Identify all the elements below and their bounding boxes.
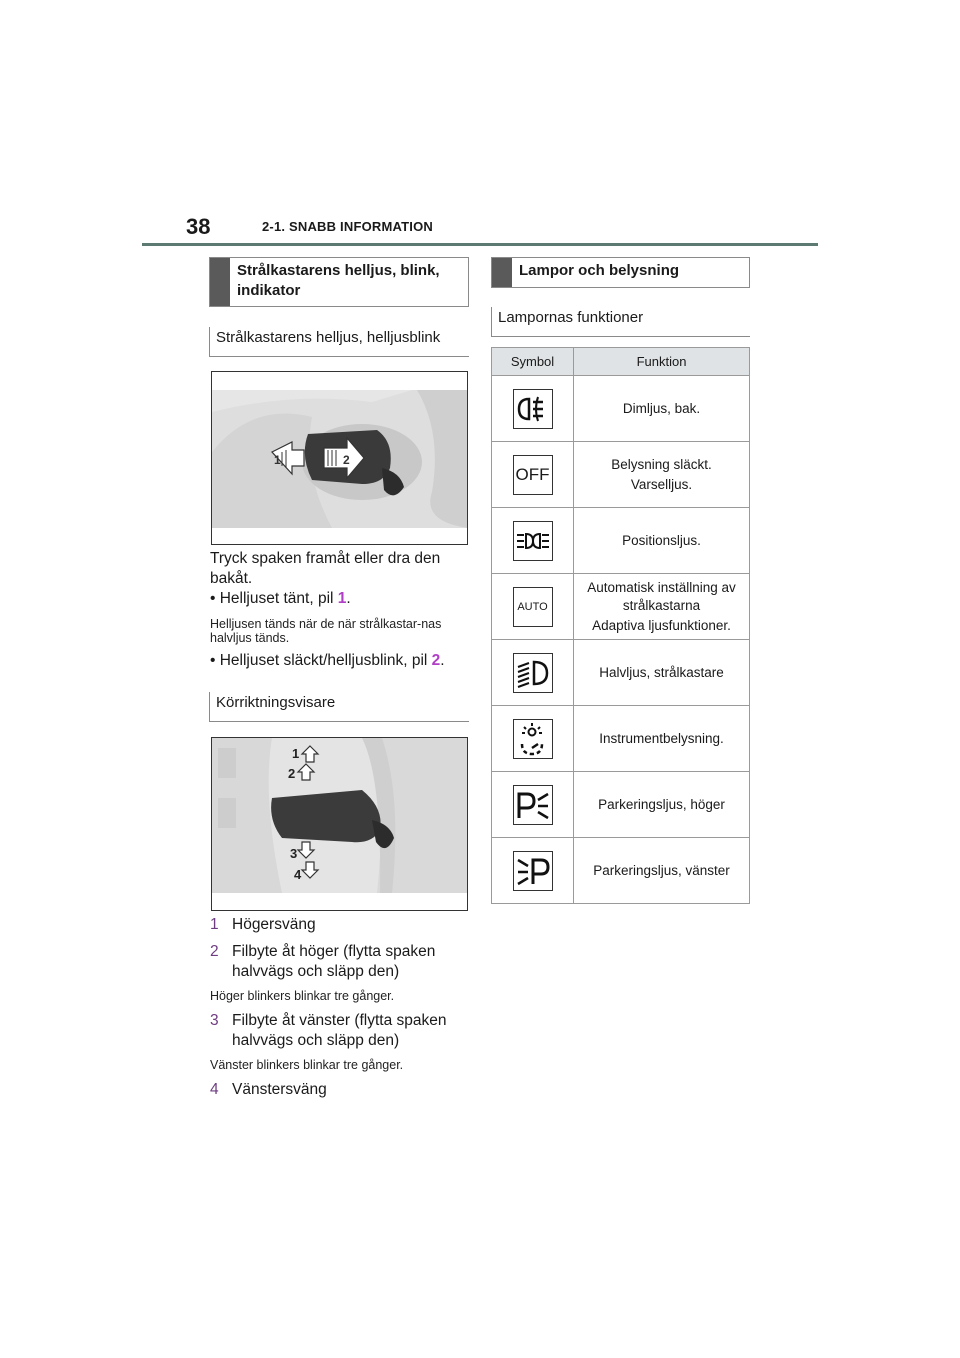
figure-turn-signal-lever [211, 737, 468, 911]
row-2-line-2: Varselljus. [630, 476, 693, 492]
bullet2-suffix: . [440, 652, 445, 669]
bullet1-suffix: . [346, 590, 351, 607]
list-item-1-text: Högersväng [232, 916, 316, 933]
turn-signal-illustration [212, 738, 468, 911]
heading-bar [492, 258, 512, 287]
table-row [492, 376, 750, 442]
row-5-line-1: Halvljus, strålkastare [599, 664, 724, 680]
bullet2-number: 2 [431, 652, 441, 669]
parking-light-left-icon [513, 851, 553, 891]
row-6-line-1: Instrumentbelysning. [599, 730, 724, 746]
intro-text: Tryck spaken framåt eller dra den bakåt. [210, 550, 441, 587]
fig1-label-2: 2 [343, 453, 350, 467]
box-heading-text: Strålkastarens helljus, blink, indikator [237, 262, 440, 299]
off-icon-text: OFF [515, 464, 550, 484]
low-beam-icon [513, 653, 553, 693]
bullet2-prefix: Helljuset släckt/helljusblink, pil [219, 652, 432, 669]
table-row [492, 706, 750, 772]
box-heading-text: Lampor och belysning [519, 262, 680, 279]
parking-light-right-icon [513, 785, 553, 825]
table-header-function: Funktion [574, 348, 750, 376]
list-item-4-text: Vänstersväng [232, 1081, 327, 1098]
row-1-line-1: Dimljus, bak. [622, 400, 701, 416]
position-light-icon [513, 521, 553, 561]
row-8-line-1: Parkeringsljus, vänster [593, 862, 730, 878]
auto-icon-text: AUTO [517, 600, 548, 613]
row-4-line-2: Adaptiva ljusfunktioner. [592, 617, 731, 633]
fig2-label-1: 1 [292, 746, 300, 761]
table-row [492, 640, 750, 706]
note-right-blinker: Höger blinkers blinkar tre gånger. [210, 989, 395, 1003]
list-item-2-text: Filbyte åt höger (flytta spaken halvvägs och släpp den) [232, 943, 436, 980]
sub-heading-high-beam: Strålkastarens helljus, helljusblink [209, 327, 469, 357]
fig2-label-4: 4 [294, 867, 302, 882]
off-icon [513, 455, 553, 495]
table-row [492, 772, 750, 838]
row-4-line-1: Automatisk inställning av strålkastarna [587, 579, 736, 613]
page-number: 38 [186, 214, 211, 239]
list-item-4-num: 4 [210, 1081, 219, 1098]
bullet-high-beam-off: • Helljuset släckt/helljusblink, pil 2. [210, 652, 445, 669]
sub-heading-lamp-functions: Lampornas funktioner [491, 307, 750, 337]
row-3-line-1: Positionsljus. [622, 532, 701, 548]
sub-heading-turn-signal: Körriktningsvisare [209, 692, 469, 722]
lamp-functions-table [491, 347, 750, 904]
fig2-label-3: 3 [290, 846, 298, 861]
table-row [492, 838, 750, 904]
bullet1-prefix: Helljuset tänt, pil [219, 590, 338, 607]
box-heading-lamps [491, 257, 750, 288]
header-rule [142, 243, 818, 246]
note-left-blinker: Vänster blinkers blinkar tre gånger. [210, 1058, 404, 1072]
table-row [492, 442, 750, 508]
fig2-label-2: 2 [288, 766, 296, 781]
bullet1-number: 1 [337, 590, 347, 607]
list-item-3-text: Filbyte åt vänster (flytta spaken halvvägs och släpp den) [232, 1012, 447, 1049]
bullet-high-beam-on: • Helljuset tänt, pil 1. [210, 590, 351, 607]
lever-illustration [212, 372, 468, 545]
table-row [492, 574, 750, 640]
table-row [492, 508, 750, 574]
heading-bar [210, 258, 230, 306]
row-2-line-1: Belysning släckt. [611, 456, 712, 472]
section-title: 2-1. SNABB INFORMATION [262, 219, 433, 234]
list-item-2-num: 2 [210, 943, 219, 960]
fig1-label-1: 1 [274, 453, 281, 467]
instrument-lighting-icon [513, 719, 553, 759]
list-item-3-num: 3 [210, 1012, 219, 1029]
figure-high-beam-lever [211, 371, 468, 545]
box-heading-headlights [209, 257, 469, 307]
rear-fog-light-icon [513, 389, 553, 429]
note-high-beam: Helljusen tänds när de när strålkastar-nas halvljus tänds. [210, 617, 442, 645]
auto-icon [513, 587, 553, 627]
table-header-symbol: Symbol [492, 348, 574, 376]
list-item-1-num: 1 [210, 916, 219, 933]
row-7-line-1: Parkeringsljus, höger [598, 796, 725, 812]
